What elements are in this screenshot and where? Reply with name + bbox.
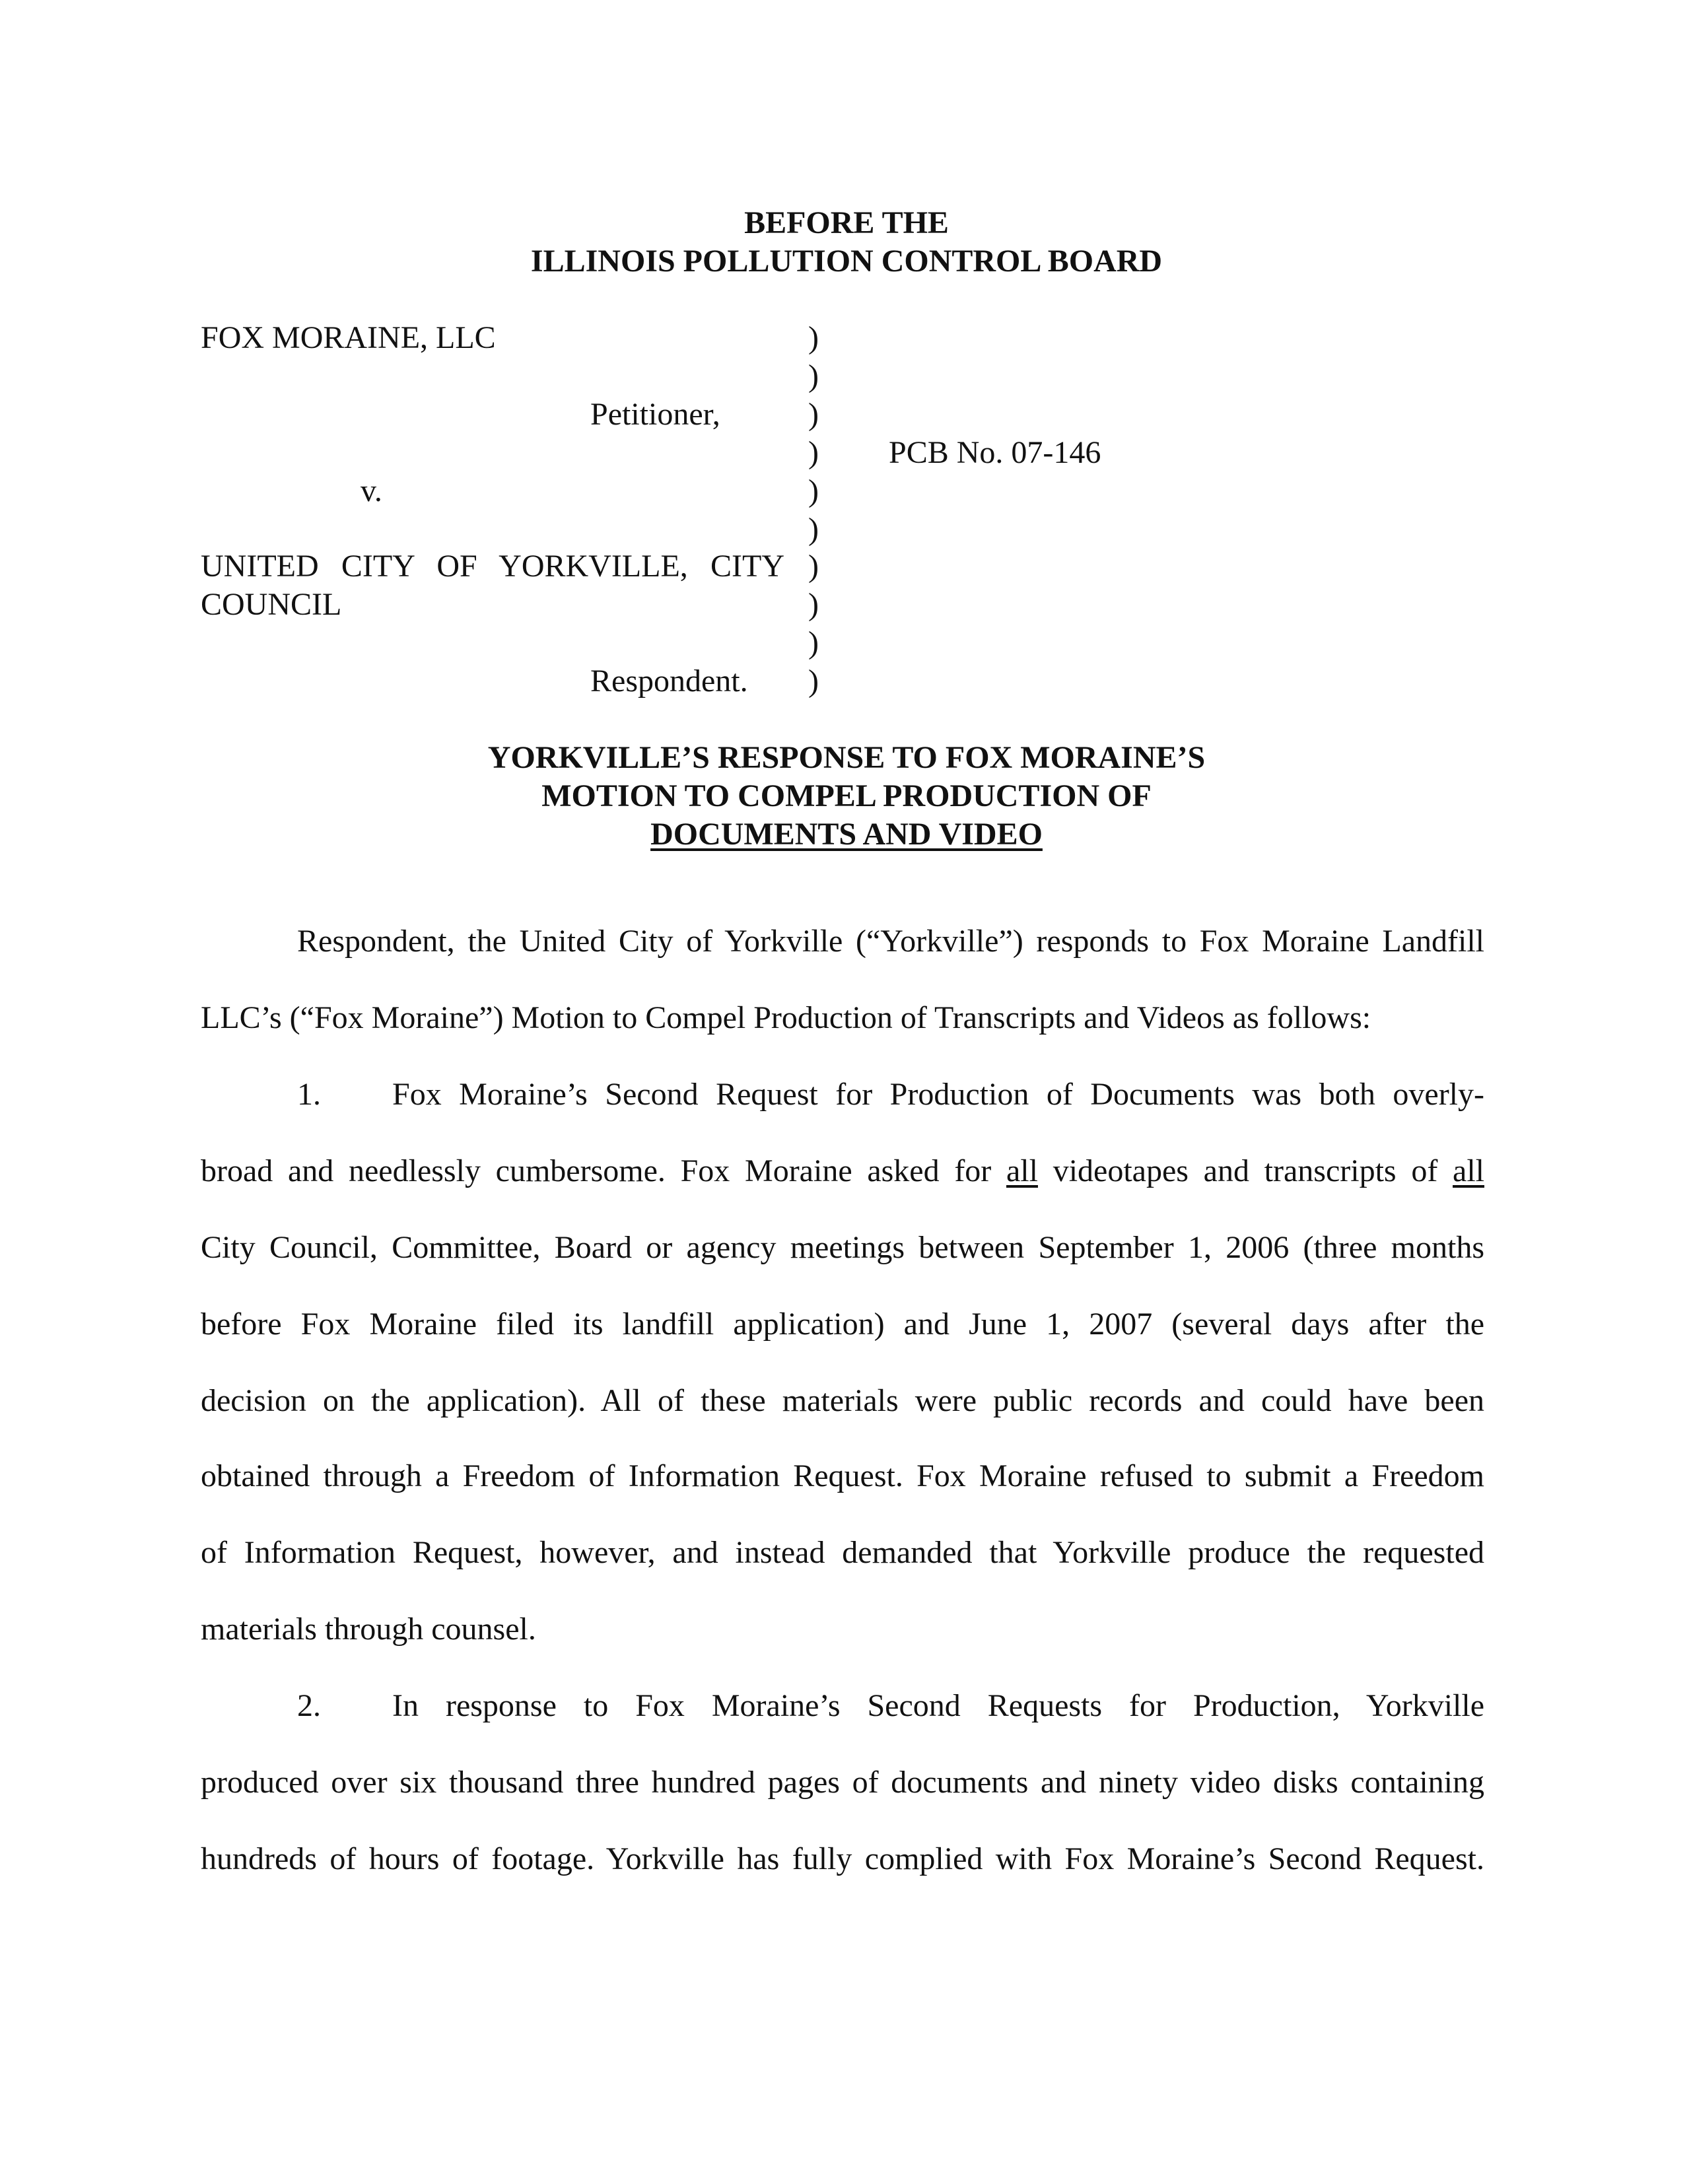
caption-paren: ) (808, 664, 819, 699)
paragraph2-line1: In response to Fox Moraine’s Second Requests for Production, Yorkville (392, 1688, 1484, 1723)
versus-label: v. (361, 473, 382, 508)
paragraph1-line7: of Information Request, however, and instead demanded that Yorkville produce the requested (201, 1535, 1484, 1570)
respondent-role: Respondent. (590, 664, 748, 699)
paragraph1-number: 1. (297, 1077, 321, 1112)
paragraph1-line4: before Fox Moraine filed its landfill application) and June 1, 2007 (several days after the (201, 1307, 1484, 1342)
court-heading-line1: BEFORE THE (744, 205, 949, 240)
caption-paren: ) (808, 512, 819, 547)
intro-line1: Respondent, the United City of Yorkville (“Yorkville”) responds to Fox Moraine Landfill (297, 924, 1484, 959)
paragraph1-line1: Fox Moraine’s Second Request for Production of Documents was both overly- (392, 1077, 1484, 1112)
paragraph1-line2-part-b: videotapes and transcripts of (1037, 1153, 1453, 1188)
paragraph1-line5: decision on the application). All of these materials were public records and could have been (201, 1383, 1484, 1418)
document-title-line3 (0, 816, 1693, 853)
document-title-line3-text: DOCUMENTS AND VIDEO (650, 817, 1043, 852)
respondent-name-line1: UNITED CITY OF YORKVILLE, CITY (201, 549, 784, 584)
paragraph1-line3: City Council, Committee, Board or agency meetings between September 1, 2006 (three months (201, 1230, 1484, 1265)
emphasis-all: all (1006, 1153, 1038, 1188)
caption-paren: ) (808, 549, 819, 584)
intro-line2: LLC’s (“Fox Moraine”) Motion to Compel Production of Transcripts and Videos as follows: (201, 1000, 1371, 1035)
paragraph1-line2 (201, 1153, 1484, 1190)
petitioner-role: Petitioner, (590, 397, 720, 432)
petitioner-name: FOX MORAINE, LLC (201, 320, 496, 355)
paragraph1-line2-part-a: broad and needlessly cumbersome. Fox Moraine asked for (201, 1153, 1006, 1188)
caption-paren: ) (808, 473, 819, 508)
document-title-line1: YORKVILLE’S RESPONSE TO FOX MORAINE’S (487, 740, 1206, 775)
respondent-name-line2: COUNCIL (201, 587, 342, 622)
paragraph1-line6: obtained through a Freedom of Information Request. Fox Moraine refused to submit a Freedom (201, 1458, 1484, 1493)
caption-paren: ) (808, 625, 819, 660)
document-title-line2: MOTION TO COMPEL PRODUCTION OF (541, 778, 1152, 813)
caption-paren: ) (808, 320, 819, 355)
paragraph2-line3: hundreds of hours of footage. Yorkville has fully complied with Fox Moraine’s Second Request. (201, 1841, 1484, 1876)
caption-paren: ) (808, 435, 819, 470)
paragraph2-line2: produced over six thousand three hundred pages of documents and ninety video disks containing (201, 1765, 1484, 1800)
paragraph1-line8: materials through counsel. (201, 1612, 536, 1647)
emphasis-all: all (1453, 1153, 1484, 1188)
case-number: PCB No. 07-146 (889, 435, 1101, 470)
paragraph2-number: 2. (297, 1688, 321, 1723)
caption-paren: ) (808, 587, 819, 622)
court-heading-line2: ILLINOIS POLLUTION CONTROL BOARD (530, 244, 1163, 279)
caption-paren: ) (808, 397, 819, 432)
caption-paren: ) (808, 358, 819, 393)
